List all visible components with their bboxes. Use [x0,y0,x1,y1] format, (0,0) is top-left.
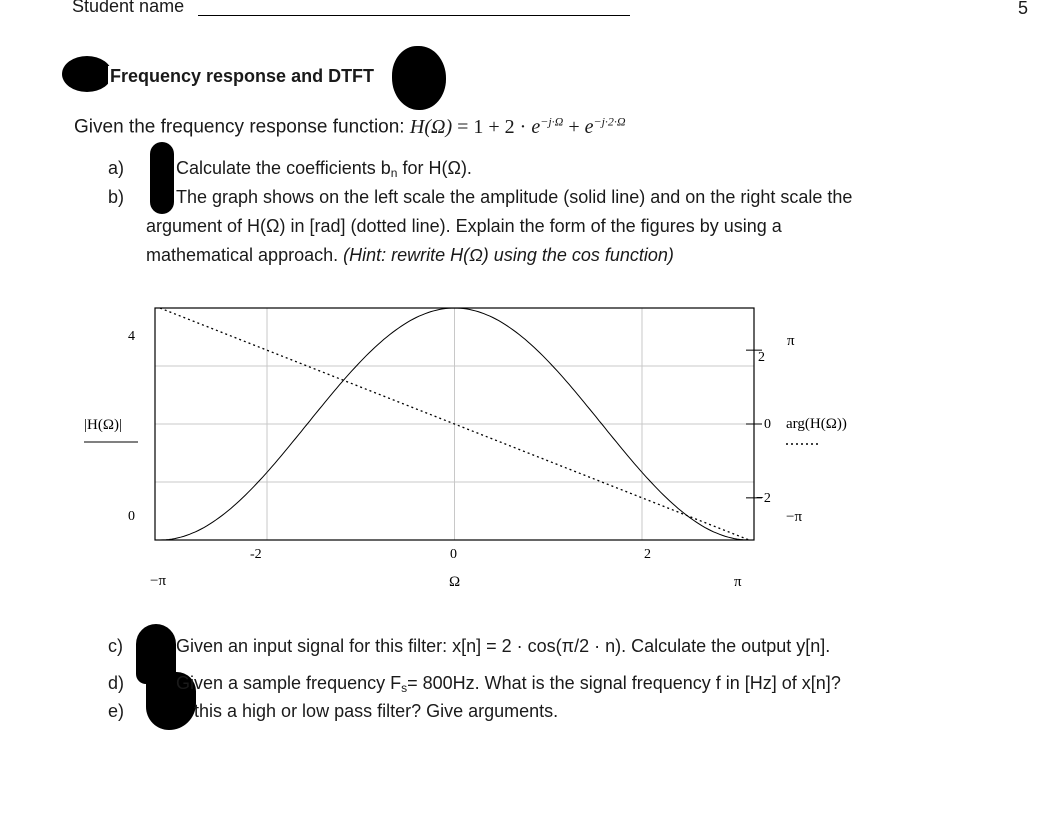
question-b-line3: mathematical approach. (Hint: rewrite H(Ω) using the cos function) [146,245,674,265]
section-title: Frequency response and DTFT [110,66,375,86]
x-tick-label: 2 [644,547,651,562]
right-tick-label: 2 [758,350,765,365]
question-c-letter: c) [108,636,123,656]
question-b-line2: argument of H(Ω) in [rad] (dotted line). Explain the form of the figures by using a [146,216,782,236]
right-axis-label: arg(H(Ω)) [786,416,847,432]
x-extent-label: −π [150,573,167,589]
x-tick-label: -2 [250,547,262,562]
x-tick-label: 0 [450,547,457,562]
x-extent-label: π [734,574,742,590]
question-b-line1: The graph shows on the left scale the amplitude (solid line) and on the right scale the [176,187,853,207]
left-axis-label: |H(Ω)| [84,417,122,433]
question-a-text: Calculate the coefficients bn for H(Ω). [176,158,472,180]
right-extent-label: π [787,333,795,349]
question-c-text: Given an input signal for this filter: x[n] = 2 · cos(π/2 · n). Calculate the output y[n]. [176,636,831,656]
redaction-blot [150,142,174,214]
right-extent-label: −π [786,509,803,525]
question-b-letter: b) [108,187,125,207]
x-axis-label: Ω [449,574,461,590]
right-tick-label: −2 [756,491,771,506]
question-e-letter: e) [108,701,125,721]
page-number: 5 [1018,0,1029,18]
intro-line [74,114,626,139]
student-name-label: Student name [72,0,185,16]
left-tick-label: 4 [128,329,135,344]
right-tick-label: 0 [764,417,771,432]
redaction-blot [62,56,112,92]
intro-text: Given the frequency response function: [74,116,405,138]
question-a-letter: a) [108,158,125,178]
question-d-letter: d) [108,673,125,693]
student-name-line[interactable] [198,15,630,16]
question-e-text: this a high or low pass filter? Give arguments. [194,701,559,721]
redaction-blot [392,46,446,110]
formula: $H(\Omega) = 1 + 2 \cdot e^{-j\cdot\Omega} + e^{-j\cdot 2\cdot\Omega}$ [409,114,626,138]
left-tick-label: 0 [128,509,135,524]
question-d-text: Given a sample frequency Fs= 800Hz. What is the signal frequency f in [Hz] of x[n]? [176,673,841,695]
frequency-response-chart [0,290,1044,600]
